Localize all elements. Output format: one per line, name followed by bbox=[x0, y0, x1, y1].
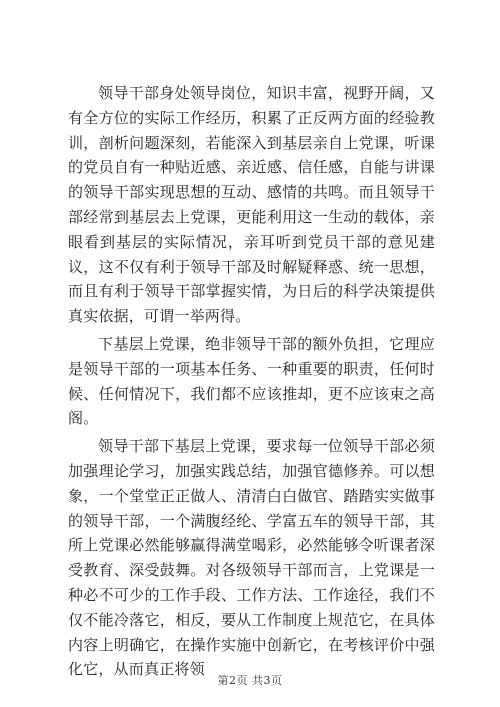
paragraph-2: 下基层上党课，绝非领导干部的额外负担，它理应是领导干部的一项基本任务、一种重要的职责，任何时候、任何情况下，我们都不应该推却，更不应该束之高阁。 bbox=[68, 334, 435, 428]
paragraph-3: 领导干部下基层上党课，要求每一位领导干部必须加强理论学习，加强实践总结，加强官德修养。可以想象，一个堂堂正正做人、清清白白做官、踏踏实实做事的领导干部，一个满腹经纶、学富五车的领导干部，其所上党课必然能够赢得满堂喝彩，必然能够令听课者深受教育、深受鼓舞。对各级领导干部而言，上党课是一种必不可少的工作手段、工作方法、工作途径，我们不仅不能冷落它，相反，要从工作制度上规范它，在具体内容上明确它，在操作实施中创新它，在考核评价中强化它，从而真正将领 bbox=[68, 437, 435, 679]
document-body bbox=[68, 81, 435, 685]
page-number-footer: 第2页 共3页 bbox=[217, 674, 283, 687]
paragraph-1: 领导干部身处领导岗位，知识丰富，视野开阔，又有全方位的实际工作经历，积累了正反两方面的经验教训，剖析问题深刻，若能深入到基层亲自上党课，听课的党员自有一种贴近感、亲近感、信任感，自能与讲课的领导干部实现思想的互动、感情的共鸣。而且领导干部经常到基层去上党课，更能利用这一生动的载体，亲眼看到基层的实际情况，亲耳听到党员干部的意见建议，这不仅有利于领导干部及时解疑释惑、统一思想，而且有利于领导干部掌握实情，为日后的科学决策提供真实依据，可谓一举两得。 bbox=[68, 84, 435, 326]
